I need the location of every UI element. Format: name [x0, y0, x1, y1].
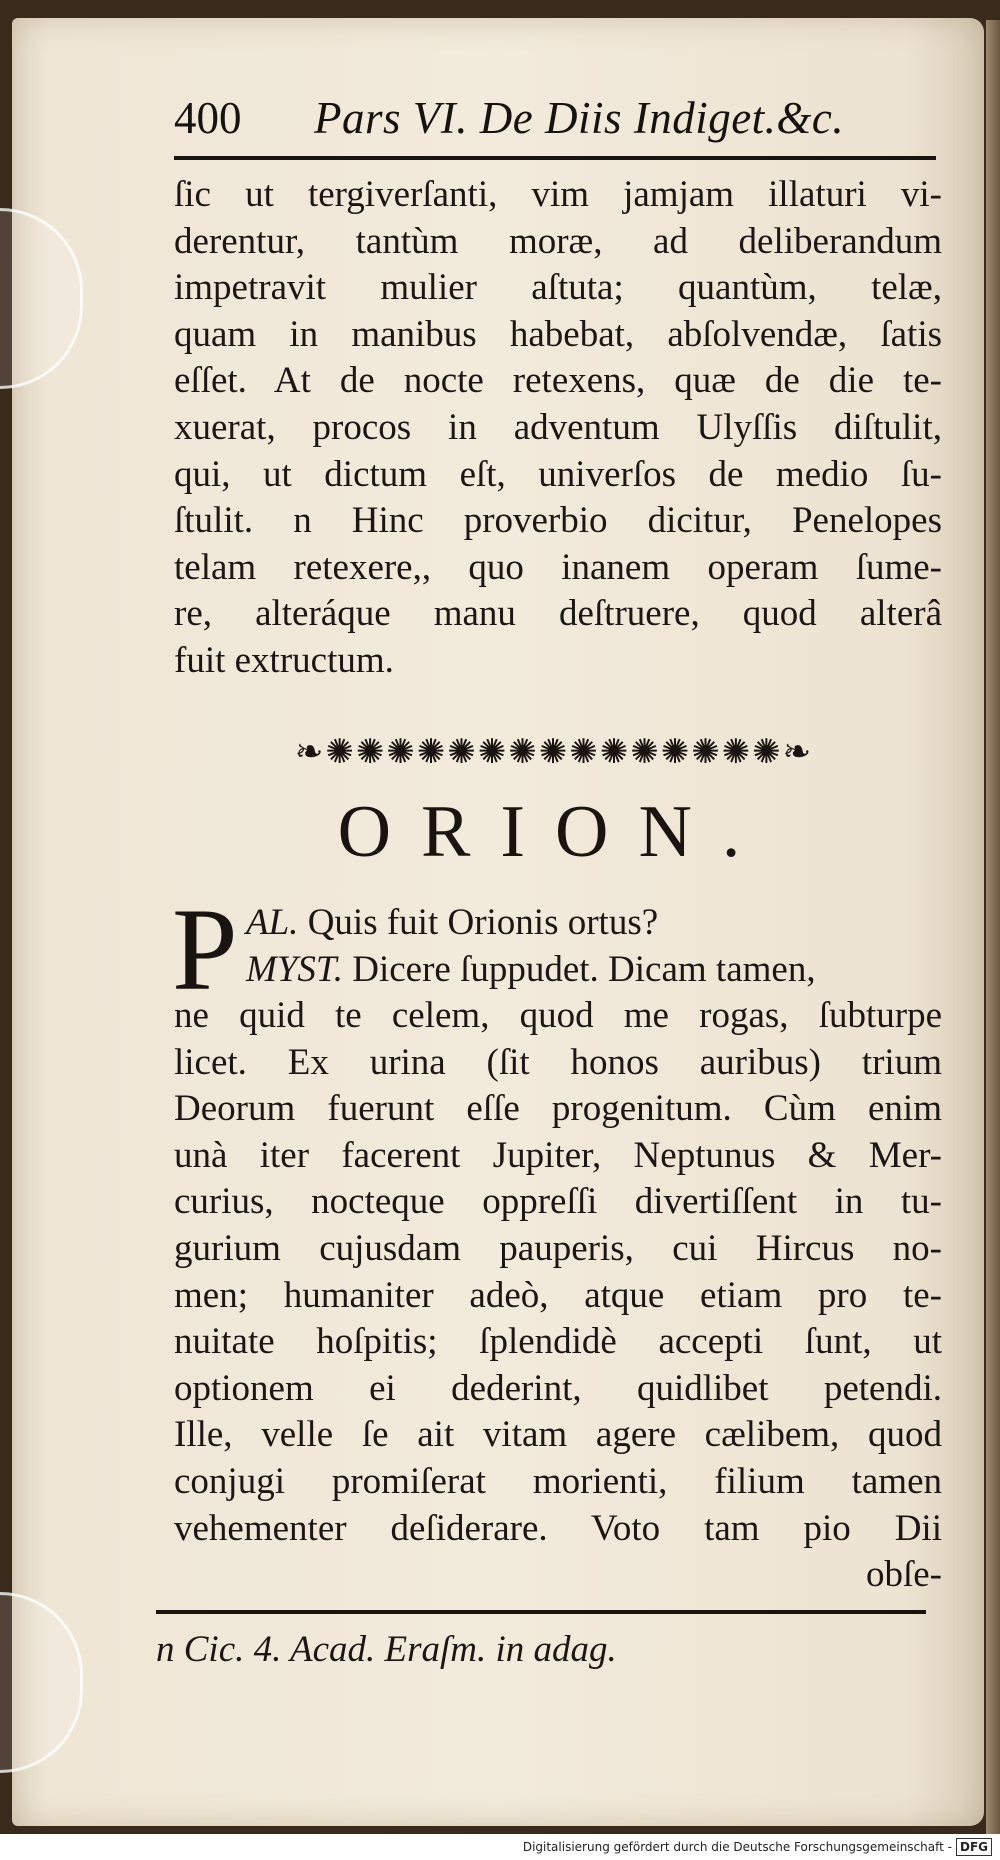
text-line: re, alteráque manu deſtruere, quod alterâ [174, 593, 942, 635]
text-line: licet. Ex urina (ſit honos auribus) trium [174, 1041, 942, 1083]
text-line: gurium cujusdam pauperis, cui Hircus no- [174, 1227, 942, 1269]
text-line: qui, ut dictum eſt, univerſos de medio ſu- [174, 453, 942, 495]
catchword: obſe- [865, 1554, 942, 1596]
digitization-credit [0, 1834, 1000, 1860]
footnote-rule [156, 1610, 926, 1614]
text-line: ne quid te celem, quod me rogas, ſubturpe [174, 995, 942, 1036]
dialogue-opening [246, 900, 942, 993]
credit-text: Digitalisierung gefördert durch die Deutsche Forschungsgemeinschaft - [522, 1840, 952, 1854]
text-line: quam in manibus habebat, abſolvendæ, ſatis [174, 313, 942, 355]
dialogue-text: Quis fuit Orionis ortus? [298, 902, 659, 943]
page-header [174, 92, 934, 158]
text-line: nuitate hoſpitis; ſplendidè accepti ſunt, ut [174, 1321, 942, 1363]
text-line: telam retexere,, quo inanem operam ſume- [174, 546, 942, 588]
section-title: ORION. [337, 791, 771, 873]
header-rule [174, 156, 936, 160]
speaker-label: MYST. [246, 948, 343, 990]
page-number: 400 [174, 93, 242, 143]
text-line: eſſet. At de nocte retexens, quæ de die te- [174, 360, 942, 402]
dialogue-line [246, 900, 942, 947]
dialogue-line [246, 947, 942, 994]
text-line: curius, nocteque oppreſſi divertiſſent in tu- [174, 1181, 942, 1223]
decorative-ornament-band: ❧✺✺✺✺✺✺✺✺✺✺✺✺✺✺✺❧ [294, 732, 814, 772]
text-block-orion [174, 993, 942, 1599]
text-line: xuerat, procos in adventum Ulyſſis diſtulit, [174, 406, 942, 448]
text-line: conjugi promiſerat morienti, filium tamen [174, 1460, 942, 1502]
drop-cap: P [172, 884, 238, 1015]
text-line: vehementer deſiderare. Voto tam pio Dii [174, 1507, 942, 1549]
book-fore-edge [986, 20, 1000, 1840]
text-line: impetravit mulier aſtuta; quantùm, telæ, [174, 267, 942, 309]
text-line: ſtulit. n Hinc proverbio dicitur, Penelopes [174, 500, 942, 542]
text-line: derentur, tantùm moræ, ad deliberandum [174, 220, 942, 262]
speaker-label: AL. [246, 902, 299, 943]
text-line: ſic ut tergiverſanti, vim jamjam illaturi vi- [174, 174, 942, 215]
text-line: men; humaniter adeò, atque etiam pro te- [174, 1274, 942, 1316]
text-line: Deorum fuerunt eſſe progenitum. Cùm enim [174, 1088, 942, 1130]
dfg-logo: DFG [956, 1838, 992, 1856]
text-line: optionem ei dederint, quidlibet petendi. [174, 1367, 942, 1409]
text-line: unà iter facerent Jupiter, Neptunus & Mer- [174, 1134, 942, 1176]
footnote: n Cic. 4. Acad. Eraſm. in adag. [156, 1629, 617, 1670]
text-line: fuit extructum. [174, 639, 394, 681]
dialogue-text: Dicere ſuppudet. Dicam tamen, [342, 948, 816, 990]
text-line: Ille, velle ſe ait vitam agere cælibem, quod [174, 1414, 942, 1456]
text-block-penelope [174, 172, 942, 685]
running-title: Pars VI. De Diis Indiget.&c. [314, 93, 845, 143]
